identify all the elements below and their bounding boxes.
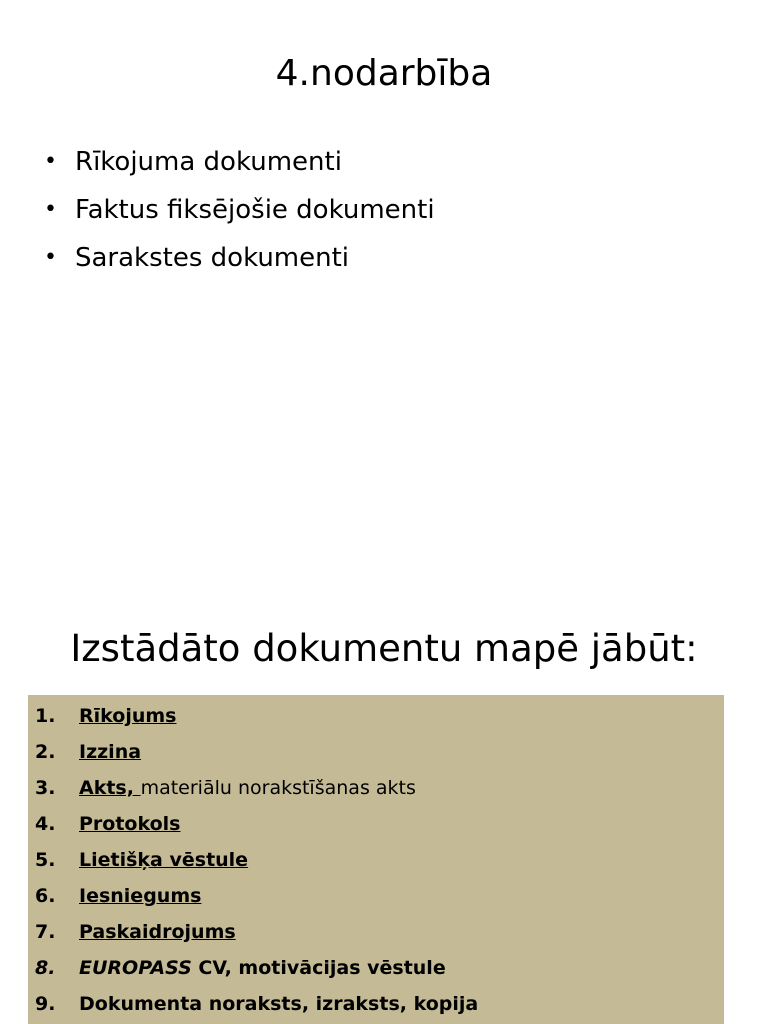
bullet-item bbox=[44, 186, 435, 234]
list-item bbox=[28, 843, 724, 879]
bullet-text: Rīkojuma dokumenti bbox=[75, 147, 342, 177]
item-name: Izzina bbox=[79, 741, 142, 763]
item-number: 5. bbox=[35, 849, 56, 871]
document-types-list bbox=[44, 138, 435, 282]
list-item bbox=[28, 915, 724, 951]
bullet-text: Faktus fiksējošie dokumenti bbox=[75, 195, 435, 225]
item-name: Protokols bbox=[79, 813, 181, 835]
bullet-item bbox=[44, 138, 435, 186]
item-text bbox=[79, 735, 141, 769]
item-name: Dokumenta noraksts, izraksts, kopija bbox=[79, 993, 479, 1015]
bullet-icon: • bbox=[44, 245, 57, 270]
item-text bbox=[79, 951, 446, 985]
bullet-item bbox=[44, 234, 435, 282]
item-name: Paskaidrojums bbox=[79, 921, 236, 943]
list-item bbox=[28, 735, 724, 771]
item-description: materiālu norakstīšanas akts bbox=[140, 777, 416, 799]
list-item bbox=[28, 771, 724, 807]
bullet-icon: • bbox=[44, 149, 57, 174]
item-name: Akts, bbox=[79, 777, 141, 799]
item-name: Rīkojums bbox=[79, 705, 177, 727]
item-name: Lietišķa vēstule bbox=[79, 849, 249, 871]
item-number: 9. bbox=[35, 993, 56, 1015]
item-number: 6. bbox=[35, 885, 56, 907]
bullet-icon: • bbox=[44, 197, 57, 222]
list-item bbox=[28, 699, 724, 735]
item-number: 8. bbox=[35, 957, 56, 979]
list-item bbox=[28, 807, 724, 843]
item-text bbox=[79, 879, 201, 913]
bullet-text: Sarakstes dokumenti bbox=[75, 243, 350, 273]
item-text bbox=[79, 843, 248, 877]
item-text bbox=[79, 699, 176, 733]
required-documents-list bbox=[28, 695, 724, 1023]
item-name-italic: EUROPASS bbox=[79, 957, 192, 979]
list-item bbox=[28, 879, 724, 915]
slide-document-folder bbox=[0, 600, 768, 1024]
item-number: 3. bbox=[35, 777, 56, 799]
item-number: 4. bbox=[35, 813, 56, 835]
item-name: Iesniegums bbox=[79, 885, 202, 907]
item-text bbox=[79, 807, 181, 841]
item-number: 7. bbox=[35, 921, 56, 943]
item-text bbox=[79, 987, 478, 1021]
item-name: CV, motivācijas vēstule bbox=[191, 957, 446, 979]
list-item bbox=[28, 951, 724, 987]
documents-panel bbox=[28, 695, 724, 1024]
item-text bbox=[79, 771, 416, 805]
list-item bbox=[28, 987, 724, 1023]
slide-title: 4.nodarbība bbox=[275, 53, 493, 94]
item-number: 1. bbox=[35, 705, 56, 727]
item-text bbox=[79, 915, 236, 949]
section-heading: Izstādāto dokumentu mapē jābūt: bbox=[70, 627, 698, 670]
item-number: 2. bbox=[35, 741, 56, 763]
